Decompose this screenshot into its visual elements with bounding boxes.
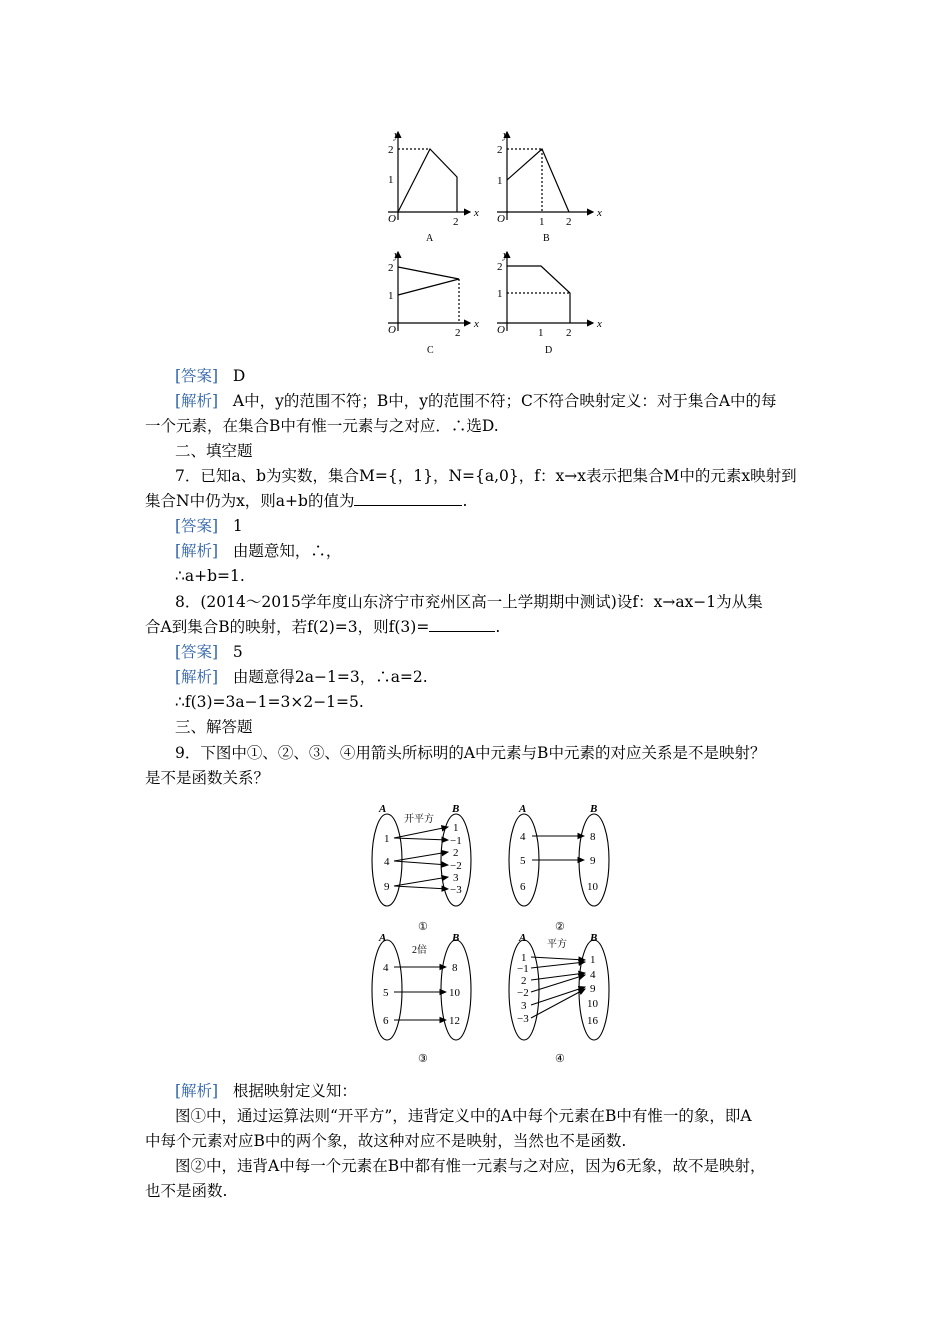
svg-text:O: O bbox=[497, 324, 505, 336]
q7-stem-cont: 集合N中仍为x，则a+b的值为 . bbox=[145, 492, 468, 510]
svg-text:9: 9 bbox=[590, 983, 596, 995]
svg-text:1: 1 bbox=[590, 954, 596, 966]
svg-text:8: 8 bbox=[590, 831, 596, 843]
svg-text:y: y bbox=[503, 249, 508, 261]
section-heading-fill: 二、填空题 bbox=[175, 442, 253, 460]
d1-rule: 开平方 bbox=[404, 814, 434, 825]
graph-a-curve bbox=[398, 149, 457, 212]
svg-text:1: 1 bbox=[384, 833, 390, 845]
svg-text:2: 2 bbox=[453, 216, 459, 228]
svg-text:2: 2 bbox=[453, 847, 459, 859]
graph-b-curve bbox=[507, 149, 569, 212]
svg-text:1: 1 bbox=[497, 175, 503, 187]
svg-text:−2: −2 bbox=[517, 987, 529, 999]
svg-text:1: 1 bbox=[453, 822, 459, 834]
graph-a-xlabel: x bbox=[474, 207, 479, 219]
graph-d-curve bbox=[507, 266, 570, 323]
q9-stem-cont: 是不是函数关系？ bbox=[145, 769, 270, 787]
svg-text:2: 2 bbox=[455, 327, 461, 339]
d1-label: ① bbox=[418, 921, 428, 933]
svg-text:10: 10 bbox=[587, 881, 598, 893]
q8-stem: 8．(2014～2015学年度山东济宁市兖州区高一上学期期中测试)设f：x→ax−1为从集 bbox=[175, 593, 763, 611]
svg-text:1: 1 bbox=[538, 327, 544, 339]
svg-text:−3: −3 bbox=[450, 884, 462, 896]
svg-text:x: x bbox=[597, 318, 602, 330]
svg-text:1: 1 bbox=[521, 952, 527, 964]
graph-a-caption: A bbox=[426, 233, 434, 244]
svg-text:x: x bbox=[474, 318, 479, 330]
svg-text:−1: −1 bbox=[450, 835, 462, 847]
svg-text:B: B bbox=[590, 932, 598, 944]
svg-text:2: 2 bbox=[388, 144, 394, 156]
graph-b-caption: B bbox=[543, 233, 550, 244]
q6-answer bbox=[175, 366, 245, 386]
svg-text:2: 2 bbox=[521, 975, 527, 987]
svg-text:1: 1 bbox=[539, 216, 545, 228]
q9-p1-cont: 中每个元素对应B中的两个象，故这种对应不是映射，当然也不是函数. bbox=[145, 1132, 627, 1150]
svg-text:x: x bbox=[597, 207, 602, 219]
analysis-text: A中，y的范围不符；B中，y的范围不符；C不符合映射定义：对于集合A中的每 bbox=[232, 392, 777, 410]
d3-label: ③ bbox=[418, 1053, 428, 1065]
svg-text:10: 10 bbox=[587, 998, 598, 1010]
graph-c-curve bbox=[398, 267, 459, 295]
svg-text:5: 5 bbox=[383, 987, 389, 999]
svg-text:1: 1 bbox=[497, 288, 503, 300]
graph-a-origin: O bbox=[388, 213, 396, 225]
svg-text:3: 3 bbox=[521, 1000, 527, 1012]
svg-text:10: 10 bbox=[449, 987, 460, 999]
svg-text:A: A bbox=[519, 803, 527, 815]
q7-answer: [答案] 1 bbox=[175, 517, 243, 535]
mapping-diagrams-figure bbox=[365, 800, 625, 1070]
q9-p2: 图②中，违背A中每一个元素在B中都有惟一元素与之对应，因为6无象，故不是映射， bbox=[175, 1157, 766, 1175]
svg-text:8: 8 bbox=[452, 962, 458, 974]
svg-text:16: 16 bbox=[587, 1015, 598, 1027]
d3-rule: 2倍 bbox=[412, 945, 427, 956]
q7-stem: 7．已知a、b为实数，集合M={，1}，N={a,0}，f：x→x表示把集合M中的元素x映射到 bbox=[175, 467, 797, 485]
q9-stem: 9．下图中①、②、③、④用箭头所标明的A中元素与B中元素的对应关系是不是映射？ bbox=[175, 744, 766, 762]
svg-text:4: 4 bbox=[383, 962, 389, 974]
d2-label: ② bbox=[555, 921, 565, 933]
q7-analysis: [解析] 由题意知，∴， bbox=[175, 542, 342, 560]
answer-blank bbox=[354, 505, 462, 506]
svg-text:−3: −3 bbox=[517, 1013, 529, 1025]
q9-p1: 图①中，通过运算法则“开平方”，违背定义中的A中每个元素在B中有惟一的象，即A bbox=[175, 1107, 752, 1125]
svg-text:1: 1 bbox=[388, 290, 394, 302]
function-graphs-figure bbox=[380, 125, 610, 360]
svg-text:y: y bbox=[394, 249, 399, 261]
svg-text:−1: −1 bbox=[517, 963, 529, 975]
svg-text:4: 4 bbox=[384, 856, 390, 868]
svg-text:4: 4 bbox=[590, 969, 596, 981]
q9-analysis: [解析] 根据映射定义知： bbox=[175, 1082, 357, 1100]
svg-text:2: 2 bbox=[388, 262, 394, 274]
svg-text:1: 1 bbox=[388, 174, 394, 186]
d4-rule: 平方 bbox=[547, 939, 567, 950]
svg-text:2: 2 bbox=[566, 216, 572, 228]
q6-analysis-cont: 一个元素，在集合B中有惟一元素与之对应．∴选D. bbox=[145, 417, 499, 435]
q9-p2-cont: 也不是函数. bbox=[145, 1182, 228, 1200]
q8-stem-cont: 合A到集合B的映射，若f(2)=3，则f(3)= . bbox=[145, 618, 501, 636]
svg-text:A: A bbox=[519, 932, 527, 944]
answer-tag: [答案] bbox=[175, 367, 219, 385]
svg-text:A: A bbox=[379, 932, 387, 944]
svg-text:6: 6 bbox=[520, 881, 526, 893]
svg-text:B: B bbox=[452, 932, 460, 944]
svg-text:9: 9 bbox=[590, 855, 596, 867]
q7-analysis-cont: ∴a+b=1. bbox=[175, 567, 245, 585]
svg-text:2: 2 bbox=[566, 327, 572, 339]
answer-value: D bbox=[232, 367, 246, 385]
q8-answer: [答案] 5 bbox=[175, 643, 243, 661]
svg-text:O: O bbox=[388, 324, 396, 336]
svg-text:12: 12 bbox=[449, 1015, 460, 1027]
graph-c-caption: C bbox=[427, 345, 434, 356]
d4-label: ④ bbox=[555, 1053, 565, 1065]
svg-text:O: O bbox=[497, 213, 505, 225]
q8-analysis: [解析] 由题意得2a−1=3，∴a=2. bbox=[175, 668, 428, 686]
svg-text:9: 9 bbox=[384, 881, 390, 893]
svg-text:3: 3 bbox=[453, 872, 459, 884]
graph-a-ylabel: y bbox=[394, 129, 399, 141]
graph-d-caption: D bbox=[545, 345, 553, 356]
q6-analysis bbox=[175, 391, 777, 411]
svg-text:B: B bbox=[590, 803, 598, 815]
svg-text:B: B bbox=[452, 803, 460, 815]
q8-analysis-cont: ∴f(3)=3a−1=3×2−1=5. bbox=[175, 693, 364, 711]
answer-blank bbox=[429, 631, 495, 632]
svg-text:−2: −2 bbox=[450, 860, 462, 872]
svg-text:2: 2 bbox=[497, 261, 503, 273]
svg-text:4: 4 bbox=[520, 831, 526, 843]
svg-text:y: y bbox=[503, 129, 508, 141]
svg-text:6: 6 bbox=[383, 1015, 389, 1027]
analysis-tag: [解析] bbox=[175, 392, 219, 410]
svg-text:2: 2 bbox=[497, 144, 503, 156]
svg-text:A: A bbox=[379, 803, 387, 815]
section-heading-solve: 三、解答题 bbox=[175, 718, 253, 736]
svg-text:5: 5 bbox=[520, 855, 526, 867]
